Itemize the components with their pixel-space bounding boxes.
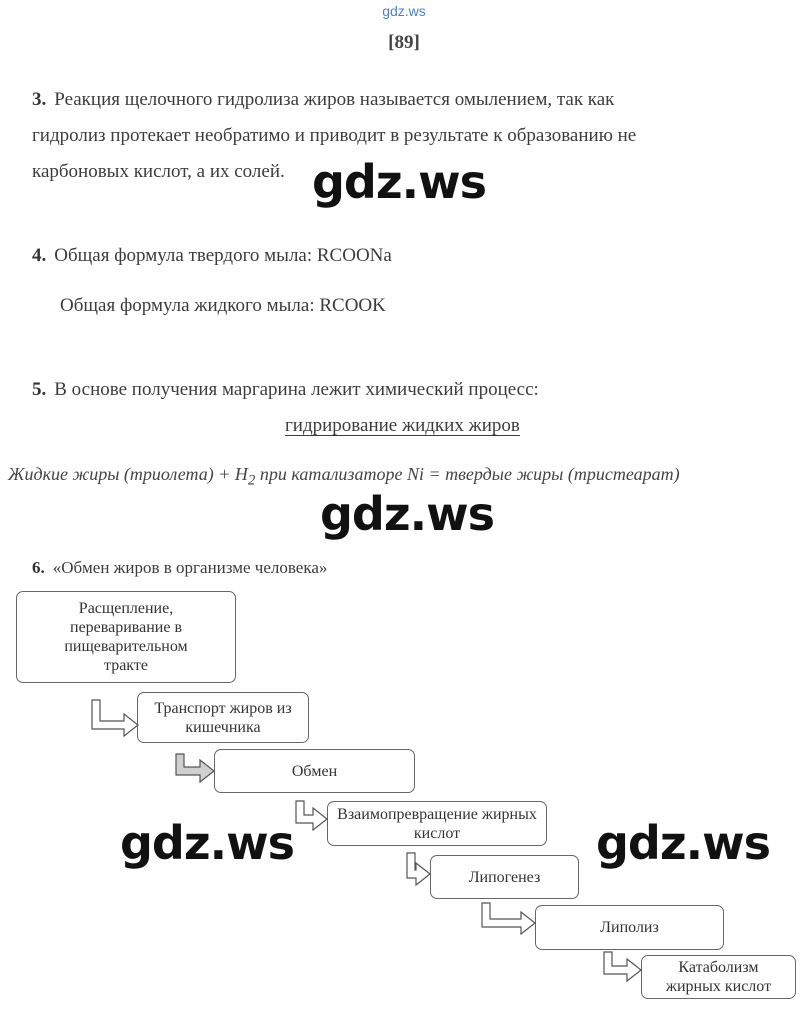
question-4: [32, 238, 392, 274]
arrow-1-2: [92, 700, 138, 736]
question-3-line-3: карбоновых кислот, а их солей.: [32, 161, 285, 182]
flow-step-7: Катаболизм жирных кислот: [641, 955, 796, 999]
watermark: gdz.ws: [320, 487, 494, 541]
arrow-4-5: [407, 853, 430, 885]
flow-step-3: Обмен: [214, 749, 415, 793]
question-6-number: 6.: [32, 558, 45, 577]
page-number: [89]: [388, 32, 420, 53]
flow-step-6: Липолиз: [535, 905, 724, 950]
site-logo-header[interactable]: gdz.ws: [382, 3, 426, 19]
equation-part-2: при катализаторе Ni = твердые жиры (тристеарат): [255, 464, 680, 484]
question-5-number: 5.: [32, 379, 47, 400]
flow-step-2: Транспорт жиров из кишечника: [137, 692, 309, 743]
equation-part-1: Жидкие жиры (триолета) + H: [8, 464, 248, 484]
question-6-title: «Обмен жиров в организме человека»: [52, 558, 328, 577]
question-3-number: 3.: [32, 89, 47, 110]
question-4-line-1: Общая формула твердого мыла: RCOONa: [54, 245, 392, 266]
arrow-2-3: [176, 754, 214, 782]
flow-step-4: Взаимопревращение жирных кислот: [327, 801, 547, 846]
question-5-answer: гидрирование жидких жиров: [285, 415, 520, 436]
question-5-equation: [8, 464, 680, 490]
question-3-line-1: Реакция щелочного гидролиза жиров называется омылением, так как: [54, 89, 615, 110]
arrow-3-4: [296, 801, 327, 830]
question-5-line-1: В основе получения маргарина лежит химический процесс:: [54, 379, 539, 400]
arrow-5-6: [482, 903, 535, 934]
watermark: gdz.ws: [596, 816, 770, 870]
question-6: [32, 550, 327, 586]
watermark: gdz.ws: [312, 155, 486, 209]
watermark: gdz.ws: [120, 816, 294, 870]
flow-step-5: Липогенез: [430, 855, 579, 899]
question-5: [32, 372, 539, 408]
equation-subscript: 2: [247, 472, 256, 489]
question-4-number: 4.: [32, 245, 47, 266]
arrow-6-7: [604, 952, 641, 981]
flow-step-1: Расщепление, переваривание в пищеварительном тракте: [16, 591, 236, 683]
question-3-line-2: гидролиз протекает необратимо и приводит в результате к образованию не: [32, 125, 637, 146]
question-4-line-2: Общая формула жидкого мыла: RCOOK: [60, 295, 386, 316]
